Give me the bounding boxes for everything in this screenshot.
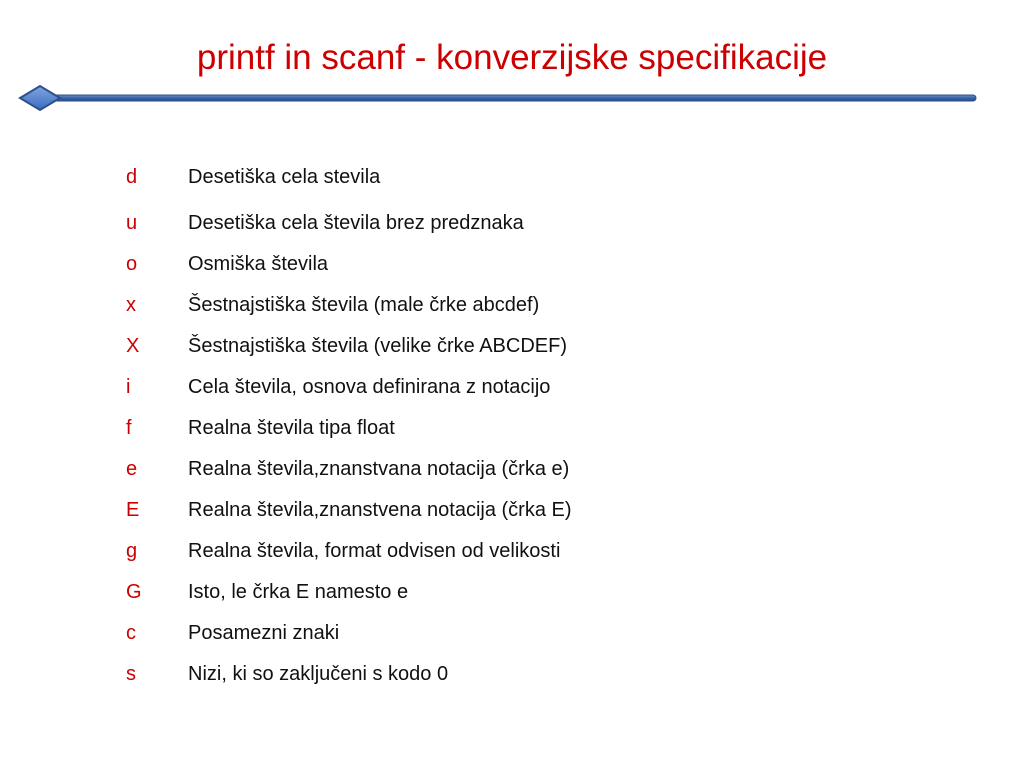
spec-row — [0, 331, 1024, 361]
spec-row — [0, 413, 1024, 443]
spec-description: Realna števila,znanstvana notacija (črka e) — [188, 458, 570, 480]
spec-description: Osmiška števila — [188, 253, 329, 275]
spec-code: e — [126, 458, 138, 480]
spec-description: Isto, le črka E namesto e — [188, 581, 409, 603]
spec-code: E — [126, 499, 140, 521]
spec-description: Realna števila tipa float — [188, 417, 395, 439]
spec-row — [0, 495, 1024, 525]
spec-row — [0, 618, 1024, 648]
spec-row — [0, 208, 1024, 238]
spec-description: Šestnajstiška števila (male črke abcdef) — [188, 294, 540, 316]
spec-description: Šestnajstiška števila (velike črke ABCDEF) — [188, 335, 568, 357]
spec-row — [0, 659, 1024, 689]
slide-title: printf in scanf - konverzijske specifikacije — [196, 38, 828, 77]
spec-row — [0, 536, 1024, 566]
spec-code: d — [126, 166, 138, 188]
spec-code: f — [126, 417, 132, 439]
spec-code: g — [126, 540, 138, 562]
spec-row — [0, 577, 1024, 607]
spec-description: Nizi, ki so zaključeni s kodo 0 — [188, 663, 449, 685]
spec-description: Realna števila, format odvisen od velikosti — [188, 540, 561, 562]
spec-description: Posamezni znaki — [188, 622, 340, 644]
spec-description: Cela števila, osnova definirana z notacijo — [188, 376, 551, 398]
spec-code: s — [126, 663, 136, 685]
spec-row — [0, 372, 1024, 402]
spec-code: X — [126, 335, 140, 357]
spec-code: o — [126, 253, 138, 275]
spec-code: x — [126, 294, 136, 316]
spec-code: c — [126, 622, 136, 644]
spec-description: Realna števila,znanstvena notacija (črka E) — [188, 499, 572, 521]
spec-row — [0, 454, 1024, 484]
spec-code: G — [126, 581, 142, 603]
spec-row — [0, 162, 1024, 192]
spec-row — [0, 249, 1024, 279]
spec-description: Desetiška cela števila brez predznaka — [188, 212, 524, 234]
spec-row — [0, 290, 1024, 320]
spec-code: i — [126, 376, 131, 398]
spec-code: u — [126, 212, 138, 234]
spec-description: Desetiška cela stevila — [188, 166, 381, 188]
